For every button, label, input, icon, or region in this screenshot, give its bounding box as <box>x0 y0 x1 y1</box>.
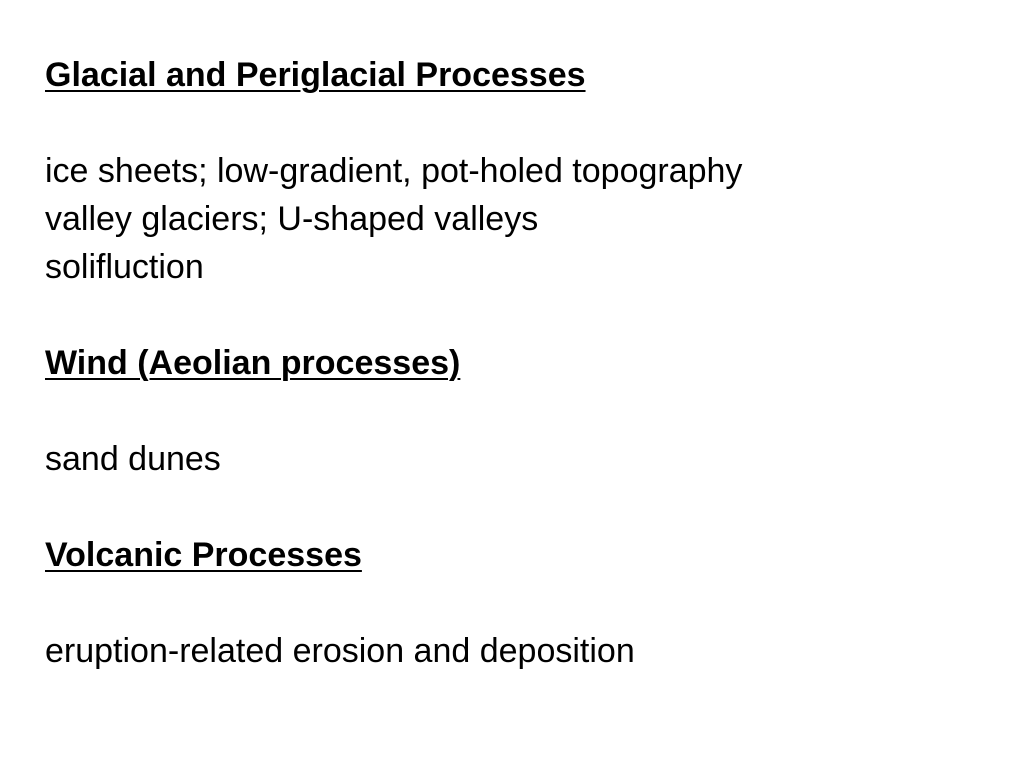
spacer <box>45 291 1005 339</box>
list-item: ice sheets; low-gradient, pot-holed topography <box>45 152 743 190</box>
spacer <box>45 99 1005 147</box>
list-item: sand dunes <box>45 440 221 478</box>
section-heading-volcanic: Volcanic Processes <box>45 536 362 574</box>
list-item: valley glaciers; U-shaped valleys <box>45 200 539 238</box>
list-item: solifluction <box>45 248 204 286</box>
list-item: eruption-related erosion and deposition <box>45 632 635 670</box>
slide-content <box>45 51 1005 675</box>
spacer <box>45 483 1005 531</box>
section-heading-wind: Wind (Aeolian processes) <box>45 344 461 382</box>
spacer <box>45 579 1005 627</box>
section-heading-glacial: Glacial and Periglacial Processes <box>45 56 586 94</box>
spacer <box>45 387 1005 435</box>
